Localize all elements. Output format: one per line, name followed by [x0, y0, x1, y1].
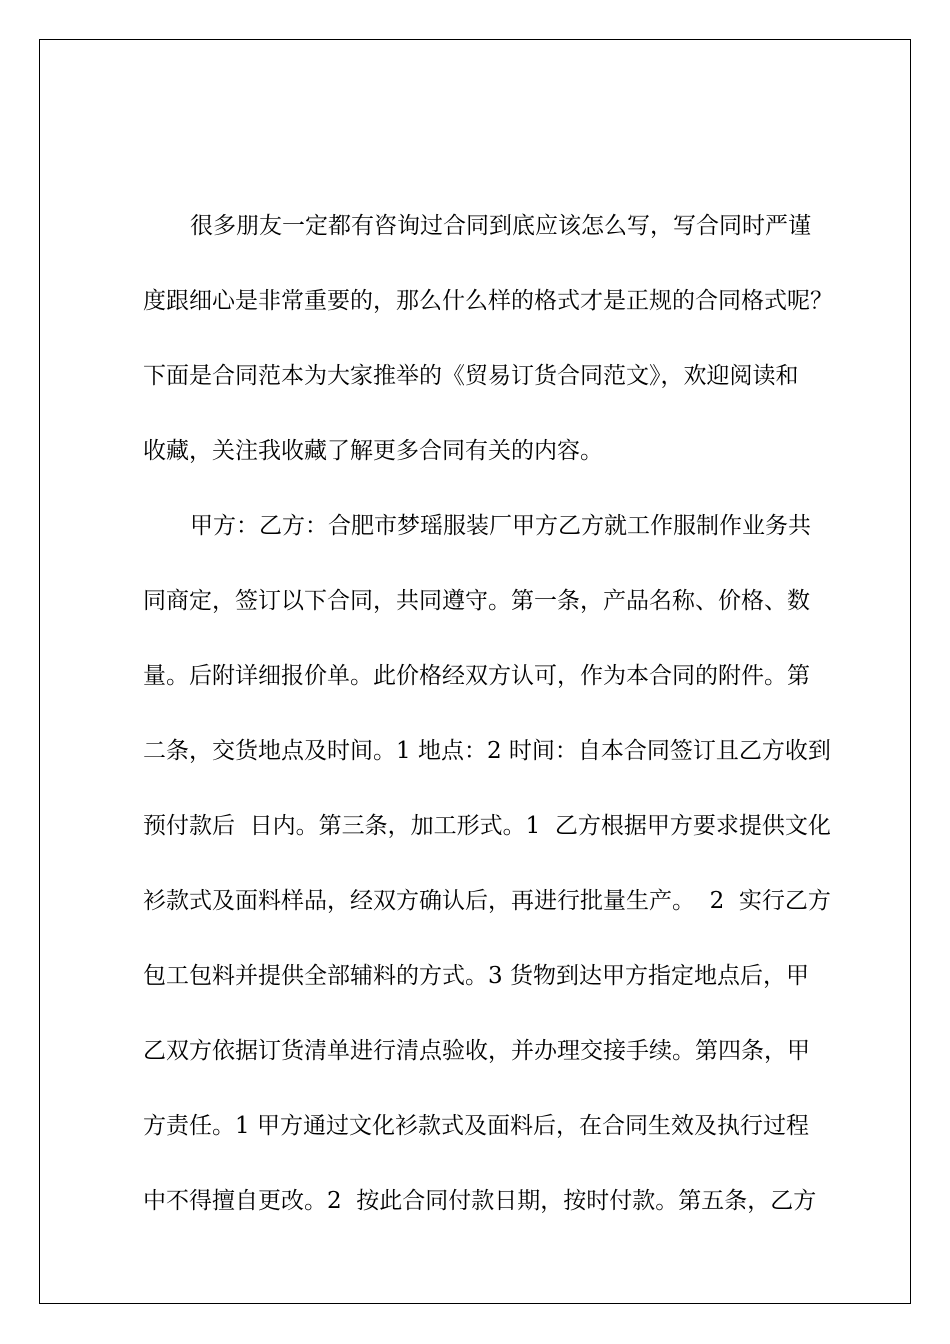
text-line: 量。后附详细报价单。此价格经双方认可，作为本合同的附件。第 — [143, 663, 810, 689]
text-line: 同商定，签订以下合同，共同遵守。第一条，产品名称、价格、数 — [143, 588, 810, 614]
text-line: 二条，交货地点及时间。1 地点：2 时间：自本合同签订且乙方收到 — [143, 738, 831, 764]
text-line: 收藏，关注我收藏了解更多合同有关的内容。 — [143, 438, 603, 464]
text-line: 衫款式及面料样品，经双方确认后，再进行批量生产。 2 实行乙方 — [143, 888, 831, 914]
text-line: 下面是合同范本为大家推举的《贸易订货合同范文》，欢迎阅读和 — [143, 363, 799, 389]
text-line: 方责任。1 甲方通过文化衫款式及面料后，在合同生效及执行过程 — [143, 1113, 809, 1139]
text-line: 很多朋友一定都有咨询过合同到底应该怎么写，写合同时严谨 — [190, 213, 811, 239]
text-line: 预付款后 日内。第三条，加工形式。1 乙方根据甲方要求提供文化 — [143, 813, 831, 839]
text-line: 度跟细心是非常重要的，那么什么样的格式才是正规的合同格式呢？ — [143, 288, 833, 314]
text-line: 包工包料并提供全部辅料的方式。3 货物到达甲方指定地点后，甲 — [143, 963, 809, 989]
text-line: 乙双方依据订货清单进行清点验收，并办理交接手续。第四条，甲 — [143, 1038, 810, 1064]
text-line: 中不得擅自更改。2 按此合同付款日期，按时付款。第五条，乙方 — [143, 1188, 817, 1214]
text-line: 甲方：乙方：合肥市梦瑶服装厂甲方乙方就工作服制作业务共 — [190, 513, 811, 539]
